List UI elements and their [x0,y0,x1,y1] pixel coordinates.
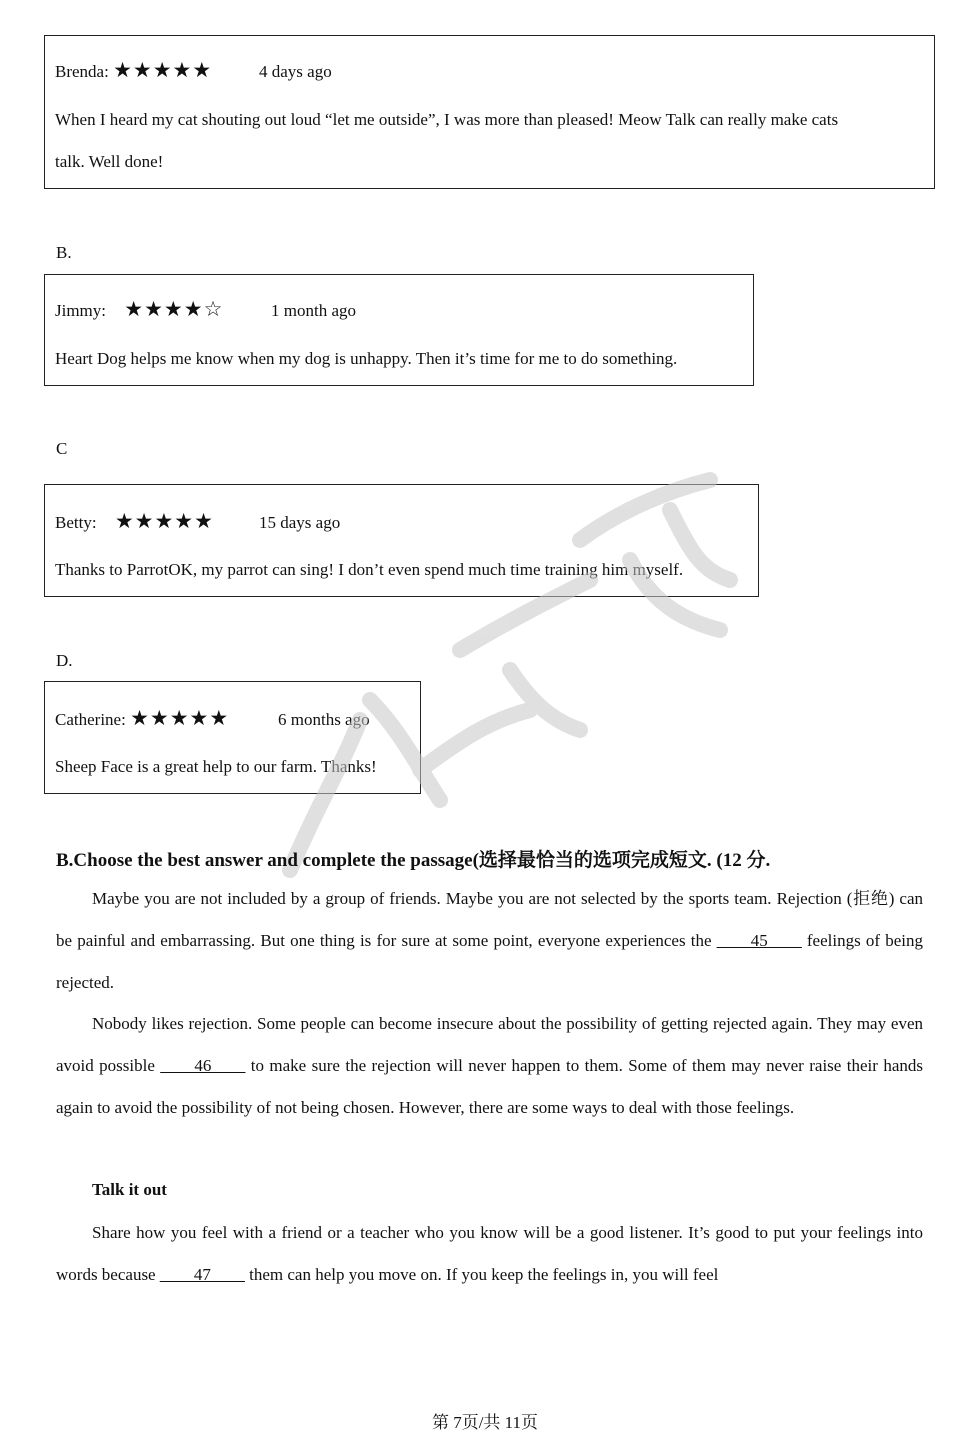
reviewer-name: Catherine: [55,710,126,729]
review-box-catherine [44,681,421,794]
option-label-c: C [56,439,68,458]
passage-text: to make sure the rejection will never happen to them. Some of them may never raise their hands again to avoid the possibility of not being chosen. However, there are some ways to deal with those feelings. [56,1056,923,1117]
review-text: When I heard my cat shouting out loud “let me outside”, I was more than pleased! Meow Talk can really make cats [55,110,839,129]
star-rating: ★★★★★ [130,706,230,730]
passage-text: feelings of being rejected. [56,931,924,992]
review-box-jimmy [44,274,754,386]
review-text: Sheep Face is a great help to our farm. Thanks! [55,757,377,776]
blank-45: ____45____ [716,931,802,950]
review-header [55,509,214,533]
page-number: 第 7页/共 11页 [431,1413,539,1432]
star-rating: ★★★★★ [114,509,214,533]
review-text: Thanks to ParrotOK, my parrot can sing! I don’t even spend much time training him myself. [55,560,684,579]
option-label-d: D. [56,651,73,670]
section-heading: B.Choose the best answer and complete the passage(选择最恰当的选项完成短文. (12 分. [56,850,771,871]
review-text: talk. Well done! [55,152,164,171]
blank-46: ____46____ [160,1056,246,1075]
review-box-brenda [44,35,935,189]
passage-paragraph-2 [56,1003,923,1129]
review-box-betty [44,484,759,597]
review-header [55,297,223,321]
option-label-b: B. [56,243,72,262]
reviewer-name: Betty: [55,513,97,532]
star-rating: ★★★★☆ [124,297,224,321]
review-time: 1 month ago [271,301,356,320]
passage-text: them can help you move on. If you keep the feelings in, you will feel [244,1265,719,1284]
reviewer-name: Brenda: [55,62,109,81]
star-rating: ★★★★★ [113,58,213,82]
review-text: Heart Dog helps me know when my dog is unhappy. Then it’s time for me to do something. [55,349,678,368]
review-header [55,706,229,730]
review-time: 6 months ago [278,710,370,729]
passage-text: Maybe you are not included by a group of friends. Maybe you are not selected by the sports team. Rejection (拒绝) can be painful and embarrassing. But one thing is for sure at some point, everyone experiences the [56,889,923,950]
review-time: 15 days ago [259,513,341,532]
subheading-talk-it-out: Talk it out [92,1180,167,1199]
review-header [55,58,212,82]
passage-paragraph-3 [56,1212,923,1296]
passage-paragraph-1 [56,878,923,1004]
blank-47: ____47____ [159,1265,245,1284]
reviewer-name: Jimmy: [55,301,107,320]
passage-text: Nobody likes rejection. Some people can become insecure about the possibility of getting rejected again. They may even avoid possible [56,1014,923,1075]
review-time: 4 days ago [259,62,332,81]
passage-text: Share how you feel with a friend or a teacher who you know will be a good listener. It’s good to put your feelings into words because [56,1223,923,1284]
